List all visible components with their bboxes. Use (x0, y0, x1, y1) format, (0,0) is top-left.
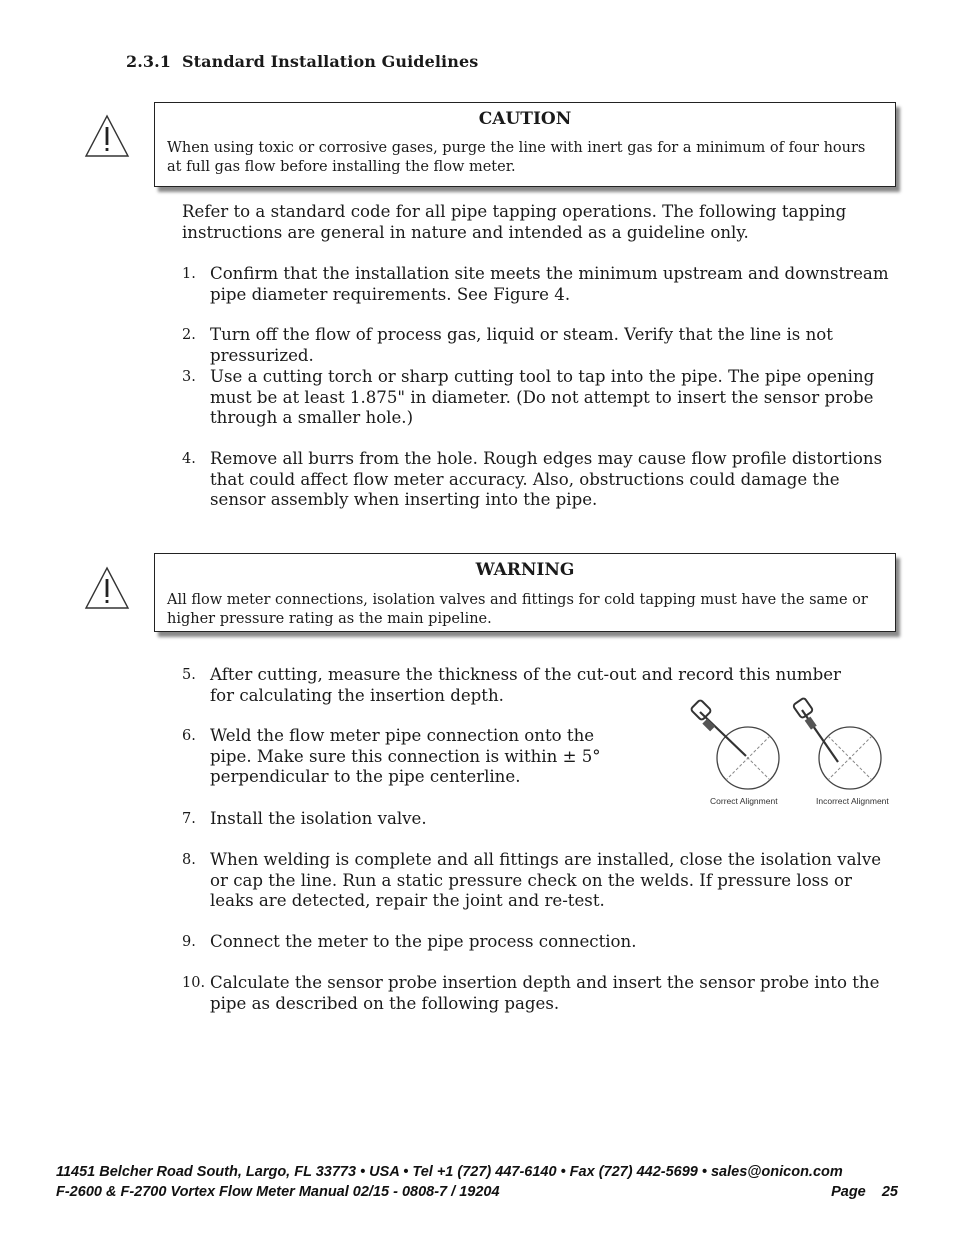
step-number: 5. (182, 667, 196, 683)
section-number: 2.3.1 (126, 52, 172, 71)
step-number: 2. (182, 327, 196, 343)
step-number: 6. (182, 728, 196, 744)
step-text: Connect the meter to the pipe process connection. (210, 932, 637, 951)
correct-alignment-label: Correct Alignment (710, 796, 778, 806)
step-text: When welding is complete and all fittings are installed, close the isolation valve or cap the line. Run a static pressure check on the welds. If pressure loss or leaks are detected, repair the joint and re-test. (210, 850, 882, 911)
warning-title: WARNING (475, 560, 575, 580)
incorrect-alignment-diagram (793, 697, 881, 789)
step-number: 7. (182, 811, 196, 827)
step-text: Install the isolation valve. (210, 809, 427, 828)
warning-text: All flow meter connections, isolation valves and fittings for cold tapping must have the same or higher pressure rating as the main pipeline. (167, 592, 868, 627)
step-text: Calculate the sensor probe insertion depth and insert the sensor probe into the pipe as described on the following pages. (210, 973, 880, 1013)
footer-manual-line (56, 1184, 898, 1200)
step-number: 8. (182, 852, 196, 868)
step-text: After cutting, measure the thickness of the cut-out and record this number for calculating the insertion depth. (210, 665, 841, 705)
step-text: Use a cutting torch or sharp cutting tool to tap into the pipe. The pipe opening must be at least 1.875" in diameter. (Do not attempt to insert the sensor probe through a smaller hole.) (210, 367, 875, 428)
correct-alignment-diagram (690, 699, 779, 789)
warning-box (154, 553, 896, 632)
step-text: Turn off the flow of process gas, liquid or steam. Verify that the line is not pressurized. (210, 325, 833, 365)
footer-address: 11451 Belcher Road South, Largo, FL 33773 • USA • Tel +1 (727) 447-6140 • Fax (727) 442-5699 • sales@onicon.com (56, 1164, 843, 1180)
step-number: 10. (182, 975, 206, 991)
section-heading (126, 52, 478, 71)
page-number: Page 25 (831, 1184, 898, 1200)
step-number: 9. (182, 934, 196, 950)
footer-manual: F-2600 & F-2700 Vortex Flow Meter Manual 02/15 - 0808-7 / 19204 (56, 1184, 500, 1200)
incorrect-alignment-label: Incorrect Alignment (816, 796, 889, 806)
step-number: 1. (182, 266, 196, 282)
exclamation-triangle-icon (84, 114, 130, 158)
step-number: 4. (182, 451, 196, 467)
caution-box (154, 102, 896, 187)
caution-text: When using toxic or corrosive gases, purge the line with inert gas for a minimum of four hours at full gas flow before installing the flow meter. (167, 140, 866, 175)
step-text: Remove all burrs from the hole. Rough edges may cause flow profile distortions that could affect flow meter accuracy. Also, obstructions could damage the sensor assembly when inserting into the pipe. (210, 449, 883, 510)
caution-title: CAUTION (478, 109, 572, 129)
exclamation-triangle-icon (84, 566, 130, 610)
step-text: Confirm that the installation site meets the minimum upstream and downstream pipe diameter requirements. See Figure 4. (210, 264, 889, 304)
step-text: Weld the flow meter pipe connection onto the pipe. Make sure this connection is within ± 5° perpendicular to the pipe centerline. (210, 726, 601, 787)
alignment-figure (680, 690, 900, 812)
section-title: Standard Installation Guidelines (182, 52, 479, 71)
step-number: 3. (182, 369, 196, 385)
intro-paragraph: Refer to a standard code for all pipe tapping operations. The following tapping instructions are general in nature and intended as a guideline only. (182, 202, 847, 242)
